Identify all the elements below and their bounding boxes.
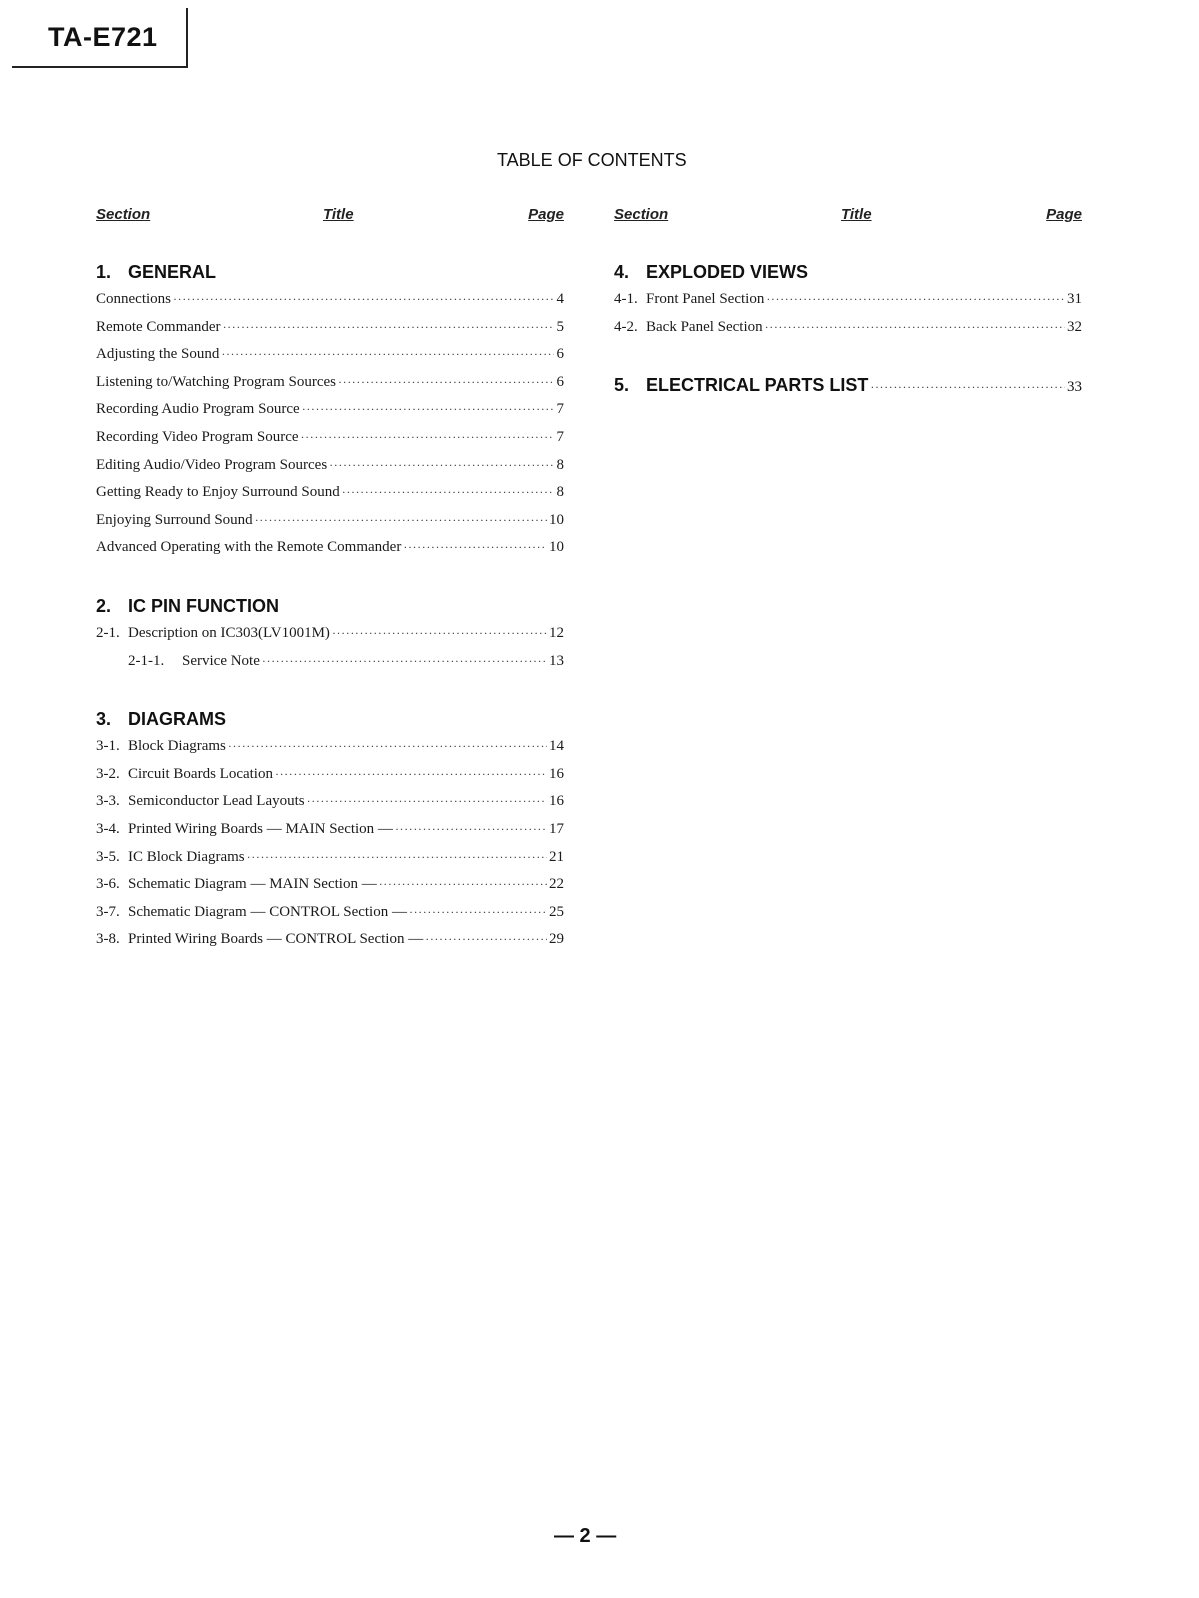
dot-leader (247, 844, 547, 872)
toc-entry[interactable] (96, 286, 564, 314)
entry-label: Getting Ready to Enjoy Surround Sound (96, 484, 340, 501)
header-title: Title (841, 206, 872, 223)
toc-entry[interactable] (96, 926, 564, 954)
dot-leader (302, 396, 554, 424)
toc-title: TABLE OF CONTENTS (497, 150, 687, 170)
toc-entry[interactable] (96, 396, 564, 424)
entry-label: Description on IC303(LV1001M) (128, 624, 330, 641)
toc-entry[interactable] (96, 899, 564, 927)
toc-group-ic-pin-function[interactable] (96, 592, 564, 620)
toc-entry[interactable] (96, 788, 564, 816)
entry-number: 3-3. (96, 793, 120, 810)
toc-entry[interactable] (96, 733, 564, 761)
entry-number: 3-7. (96, 903, 120, 920)
dot-leader (301, 424, 554, 452)
entry-page: 12 (549, 624, 564, 641)
column-headers (96, 206, 564, 230)
entry-number: 3-6. (96, 876, 120, 893)
entry-page: 13 (549, 652, 564, 669)
dot-leader (870, 373, 1065, 401)
entry-label: Recording Video Program Source (96, 428, 299, 445)
entry-number: 4-2. (614, 318, 638, 335)
dot-leader (307, 788, 547, 816)
toc-entry[interactable] (96, 620, 564, 648)
entry-page: 7 (556, 428, 564, 445)
entry-page: 6 (556, 346, 564, 363)
toc-entry[interactable] (96, 844, 564, 872)
group-number: 4. (614, 262, 630, 282)
toc-left-column (96, 206, 564, 954)
entry-page: 10 (549, 539, 564, 556)
entry-page: 14 (549, 738, 564, 755)
dot-leader (409, 899, 547, 927)
entry-page: 4 (556, 291, 564, 307)
entry-page: 29 (549, 931, 564, 948)
entry-label: Printed Wiring Boards — CONTROL Section — (128, 931, 424, 948)
dot-leader (403, 534, 547, 562)
entry-label: Enjoying Surround Sound (96, 511, 253, 528)
group-title: EXPLODED VIEWS (646, 262, 809, 282)
entry-label: Service Note (182, 652, 260, 669)
entry-label: Remote Commander (96, 318, 221, 335)
toc-entry[interactable] (614, 286, 1082, 314)
entry-label: Adjusting the Sound (96, 346, 220, 363)
header-title: Title (323, 206, 354, 223)
entry-label: Back Panel Section (646, 318, 763, 335)
toc-group-electrical-parts-list[interactable] (614, 371, 1082, 399)
entry-page: 8 (556, 456, 564, 473)
toc-entry[interactable] (96, 871, 564, 899)
column-headers (614, 206, 1082, 230)
entry-page: 6 (556, 373, 564, 390)
dot-leader (395, 816, 547, 844)
entry-page: 8 (556, 484, 564, 501)
group-number: 5. (614, 375, 630, 396)
entry-number: 2-1-1. (128, 652, 165, 669)
entry-page: 25 (549, 903, 564, 920)
group-number: 1. (96, 262, 112, 282)
entry-label: Advanced Operating with the Remote Commander (96, 539, 402, 556)
entry-number: 3-2. (96, 765, 120, 782)
group-title: IC PIN FUNCTION (128, 595, 279, 616)
entry-label: Editing Audio/Video Program Sources (96, 456, 328, 473)
dot-leader (425, 926, 547, 954)
entry-number: 3-8. (96, 931, 120, 948)
entry-page: 22 (549, 876, 564, 893)
dot-leader (765, 314, 1065, 342)
dot-leader (173, 286, 554, 314)
toc-entry[interactable] (96, 648, 564, 676)
header-page: Page (1046, 206, 1082, 223)
header-section: Section (96, 206, 151, 223)
toc-entry[interactable] (614, 314, 1082, 342)
page-number: — 2 — (554, 1525, 617, 1547)
toc-group-diagrams[interactable] (96, 705, 564, 733)
toc-entry[interactable] (96, 816, 564, 844)
dot-leader (329, 452, 554, 480)
toc-group-exploded-views[interactable] (614, 258, 1082, 286)
toc-right-column (614, 206, 1082, 399)
entry-page: 21 (549, 848, 564, 865)
header-section: Section (614, 206, 669, 223)
entry-page: 32 (1067, 318, 1082, 335)
entry-page: 16 (549, 765, 564, 782)
group-title: GENERAL (128, 262, 217, 282)
entry-number: 2-1. (96, 624, 120, 641)
toc-entry[interactable] (96, 534, 564, 562)
entry-label: IC Block Diagrams (128, 848, 245, 865)
entry-number: 3-4. (96, 820, 120, 837)
dot-leader (766, 286, 1065, 314)
group-title: ELECTRICAL PARTS LIST (646, 375, 869, 396)
entry-label: Schematic Diagram — MAIN Section — (128, 876, 377, 893)
group-number: 2. (96, 595, 112, 616)
toc-entry[interactable] (96, 369, 564, 397)
toc-entry[interactable] (96, 452, 564, 480)
entry-number: 3-5. (96, 848, 120, 865)
dot-leader (338, 369, 554, 397)
dot-leader (332, 620, 547, 648)
entry-page: 17 (549, 820, 564, 837)
toc-group-general[interactable] (96, 258, 564, 286)
entry-label: Connections (96, 291, 171, 307)
header-page: Page (528, 206, 564, 223)
entry-number: 4-1. (614, 291, 638, 307)
dot-leader (221, 341, 554, 369)
entry-page: 7 (556, 401, 564, 418)
toc-entry[interactable] (96, 761, 564, 789)
entry-number: 3-1. (96, 738, 120, 755)
entry-label: Printed Wiring Boards — MAIN Section — (128, 820, 393, 837)
entry-page: 16 (549, 793, 564, 810)
entry-label: Block Diagrams (128, 738, 226, 755)
entry-label: Recording Audio Program Source (96, 401, 300, 418)
group-number: 3. (96, 709, 112, 730)
toc-entry[interactable] (96, 314, 564, 342)
entry-page: 5 (556, 318, 564, 335)
dot-leader (275, 761, 547, 789)
dot-leader (262, 648, 547, 676)
model-number-box (12, 8, 188, 68)
entry-label: Front Panel Section (646, 291, 765, 307)
group-title: DIAGRAMS (128, 709, 226, 730)
dot-leader (255, 507, 547, 535)
group-page: 33 (1067, 379, 1082, 396)
toc-entry[interactable] (96, 341, 564, 369)
toc-entry[interactable] (96, 507, 564, 535)
dot-leader (342, 479, 554, 507)
entry-page: 10 (549, 511, 564, 528)
dot-leader (228, 733, 547, 761)
entry-label: Circuit Boards Location (128, 765, 273, 782)
dot-leader (379, 871, 547, 899)
entry-page: 31 (1067, 291, 1082, 307)
entry-label: Semiconductor Lead Layouts (128, 793, 305, 810)
dot-leader (223, 314, 554, 342)
toc-entry[interactable] (96, 479, 564, 507)
entry-label: Listening to/Watching Program Sources (96, 373, 336, 390)
toc-entry[interactable] (96, 424, 564, 452)
model-number: TA-E721 (48, 22, 158, 52)
entry-label: Schematic Diagram — CONTROL Section — (128, 903, 407, 920)
